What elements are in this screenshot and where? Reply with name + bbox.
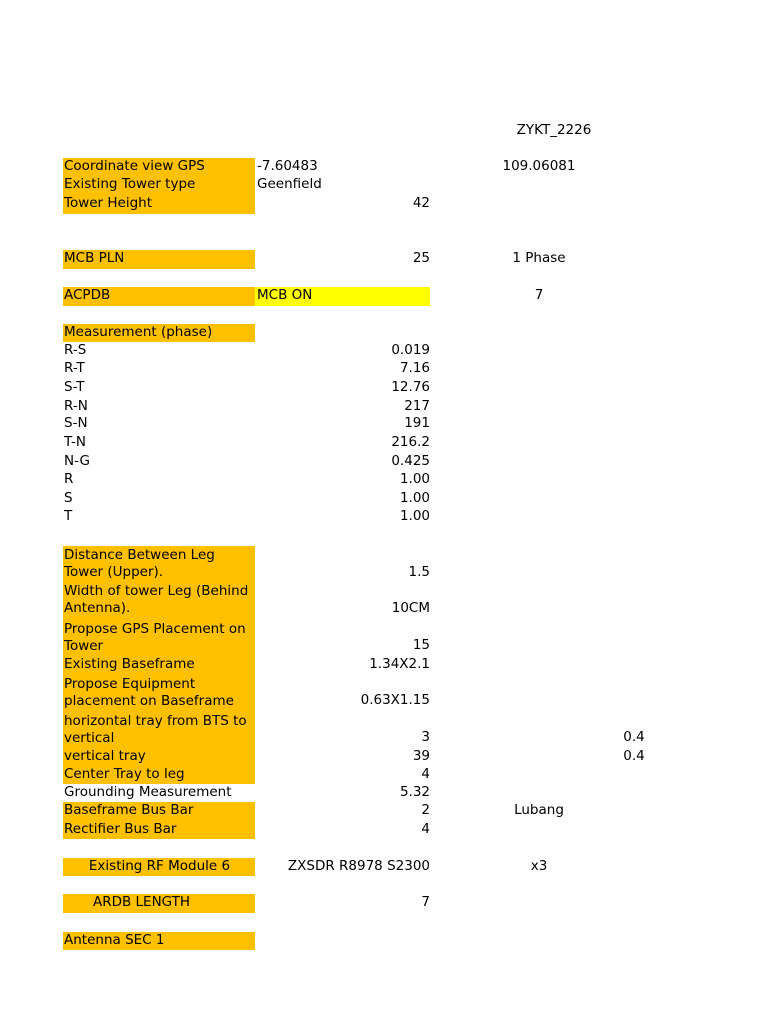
grounding-value: 5.32 bbox=[399, 784, 430, 800]
gps-placement-value: 15 bbox=[412, 637, 430, 653]
acpdb-label: ACPDB bbox=[63, 287, 255, 306]
gps-label: Coordinate view GPS bbox=[63, 158, 255, 176]
distance-leg-label: Distance Between Leg Tower (Upper). bbox=[63, 546, 255, 583]
existing-baseframe-label: Existing Baseframe bbox=[63, 656, 255, 675]
acpdb-status: MCB ON bbox=[255, 287, 430, 306]
measurement-value: 1.00 bbox=[399, 508, 430, 524]
tower-height-value: 42 bbox=[412, 195, 430, 211]
baseframe-busbar-label: Baseframe Bus Bar bbox=[63, 802, 255, 821]
measurement-label: S-N bbox=[64, 415, 88, 431]
width-leg-label: Width of tower Leg (Behind Antenna). bbox=[63, 583, 255, 620]
measurement-header: Measurement (phase) bbox=[63, 324, 255, 342]
vertical-tray-value: 39 bbox=[412, 748, 430, 764]
measurement-value: 0.425 bbox=[391, 453, 430, 469]
measurement-label: S bbox=[64, 490, 73, 506]
horizontal-tray-label: horizontal tray from BTS to vertical bbox=[63, 712, 255, 748]
vertical-tray-label: vertical tray bbox=[63, 748, 255, 766]
rf-module-label: Existing RF Module 6 bbox=[63, 858, 255, 876]
measurement-label: N-G bbox=[64, 453, 90, 469]
horizontal-tray-extra: 0.4 bbox=[623, 729, 645, 745]
grounding-label: Grounding Measurement bbox=[64, 784, 232, 800]
width-leg-value: 10CM bbox=[391, 600, 430, 616]
ardb-label: ARDB LENGTH bbox=[63, 894, 255, 913]
measurement-label: R-T bbox=[64, 360, 85, 376]
measurement-label: S-T bbox=[64, 379, 85, 395]
equipment-placement-value: 0.63X1.15 bbox=[360, 692, 430, 708]
distance-leg-value: 1.5 bbox=[408, 564, 430, 580]
gps-placement-label: Propose GPS Placement on Tower bbox=[63, 620, 255, 656]
tower-type-value: Geenfield bbox=[257, 176, 322, 192]
baseframe-busbar-value: 2 bbox=[421, 802, 430, 818]
rectifier-busbar-value: 4 bbox=[421, 821, 430, 837]
measurement-value: 0.019 bbox=[391, 342, 430, 358]
antenna-sec1-label: Antenna SEC 1 bbox=[63, 932, 255, 950]
horizontal-tray-value: 3 bbox=[421, 729, 430, 745]
vertical-tray-extra: 0.4 bbox=[623, 748, 645, 764]
site-id: ZYKT_2226 bbox=[516, 122, 592, 138]
measurement-label: R-N bbox=[64, 398, 88, 414]
tower-height-label: Tower Height bbox=[63, 195, 255, 214]
equipment-placement-label: Propose Equipment placement on Baseframe bbox=[63, 675, 255, 712]
gps-latitude: -7.60483 bbox=[257, 158, 318, 174]
measurement-label: T bbox=[64, 508, 73, 524]
measurement-label: R bbox=[64, 471, 74, 487]
mcb-pln-label: MCB PLN bbox=[63, 250, 255, 269]
measurement-value: 7.16 bbox=[399, 360, 430, 376]
measurement-label: R-S bbox=[64, 342, 87, 358]
gps-longitude: 109.06081 bbox=[502, 158, 576, 174]
mcb-pln-value: 25 bbox=[412, 250, 430, 266]
measurement-value: 12.76 bbox=[391, 379, 430, 395]
mcb-pln-phase: 1 Phase bbox=[512, 250, 566, 266]
baseframe-busbar-note: Lubang bbox=[514, 802, 564, 818]
existing-baseframe-value: 1.34X2.1 bbox=[369, 656, 430, 672]
center-tray-label: Center Tray to leg bbox=[63, 766, 255, 784]
measurement-value: 1.00 bbox=[399, 490, 430, 506]
measurement-value: 1.00 bbox=[399, 471, 430, 487]
rf-module-qty: x3 bbox=[530, 858, 548, 874]
rectifier-busbar-label: Rectifier Bus Bar bbox=[63, 821, 255, 839]
acpdb-value: 7 bbox=[534, 287, 544, 303]
center-tray-value: 4 bbox=[421, 766, 430, 782]
measurement-value: 217 bbox=[404, 398, 430, 414]
measurement-value: 216.2 bbox=[391, 434, 430, 450]
ardb-value: 7 bbox=[421, 894, 430, 910]
tower-type-label: Existing Tower type bbox=[63, 176, 255, 195]
measurement-label: T-N bbox=[64, 434, 86, 450]
rf-module-value: ZXSDR R8978 S2300 bbox=[287, 858, 430, 874]
measurement-value: 191 bbox=[404, 415, 430, 431]
